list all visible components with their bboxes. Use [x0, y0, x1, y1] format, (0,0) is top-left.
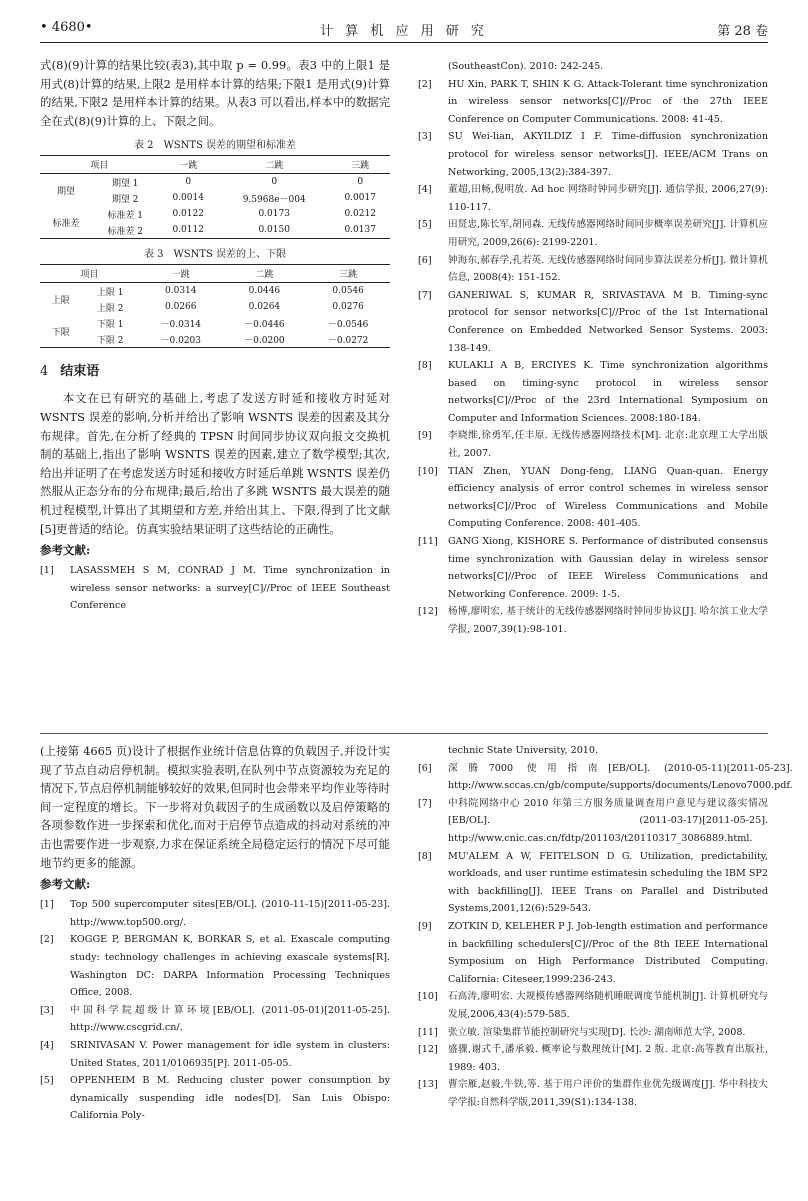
reference-item [418, 128, 768, 181]
table-cell: 0.0266 [165, 302, 197, 313]
table-cell: －0.0446 [244, 319, 285, 330]
table-cell: 0.0276 [332, 302, 364, 313]
table-cell: 期望 1 [111, 178, 139, 189]
table-cell: －0.0200 [244, 335, 285, 346]
bottom-left-column [40, 742, 390, 1125]
table-cell: 0 [271, 177, 278, 188]
reference-list [40, 896, 390, 1125]
reference-text: GANG Xiong, KISHORE S. Performance of distributed consensus time synchronization with Gaussian delay in wireless sensor networks[C]//Proc of IEEE Wireless Communications and Networking Conference. 2009: 1-5. [448, 536, 768, 600]
reference-text: 张立敏. 渲染集群节能控制研究与实现[D]. 长沙: 湖南师范大学, 2008. [448, 1026, 746, 1038]
reference-number: [9] [418, 920, 432, 932]
reference-item [418, 603, 768, 638]
reference-text: 李晓维,徐勇军,任丰原. 无线传感器网络技术[M]. 北京:北京理工大学出版社, 2007. [448, 430, 768, 460]
reference-item [418, 918, 768, 988]
reference-number: [1] [40, 899, 54, 911]
section-title: 结束语 [60, 364, 100, 380]
reference-text: 石高涛,廖明宏. 大规模传感器网络随机睡眠调度节能机制[J]. 计算机研究与发展,2006,43(4):579-585. [448, 991, 768, 1020]
reference-number: [12] [418, 1044, 438, 1056]
reference-text: technic State University, 2010. [448, 745, 599, 756]
reference-item [418, 181, 768, 216]
table-row [40, 283, 390, 300]
reference-number: [3] [40, 1004, 54, 1016]
reference-text: SRINIVASAN V. Power management for idle system in clusters: United States, 2011/0106935[P]. 2011-05-05. [70, 1039, 390, 1069]
reference-item [418, 252, 768, 287]
reference-text: MU'ALEM A W, FEITELSON D G. Utilization, predictability, workloads, and user runtime estimatesin scheduling the IBM SP2 with backfilling[J]. IEEE Trans on Parallel and Distributed Systems,2001,12(6):529-543. [448, 850, 768, 915]
top-right-column [418, 58, 768, 639]
reference-item [418, 1024, 768, 1042]
table-row [40, 331, 390, 348]
section-heading [40, 360, 390, 379]
reference-number: [2] [40, 934, 54, 946]
table-cell: －0.0314 [160, 319, 201, 330]
reference-item [40, 1002, 390, 1037]
table-cell: 0 [357, 177, 364, 188]
journal-name: 计 算 机 应 用 研 究 [320, 24, 488, 39]
reference-number: [5] [40, 1075, 54, 1087]
reference-item [418, 357, 768, 427]
table2 [40, 155, 390, 239]
reference-item [418, 427, 768, 462]
continued-paragraph: (上接第 4665 页)设计了根据作业统计信息估算的负载因子,并设计实现了节点自动启停机制。模拟实验表明,在队列中节点资源较为充足的情况下,节点启停机制能够较好的效果,但同时也会带来平均作业等待时间一定程度的增长。下一步将对负载因子的生成函数以及启停策略的各项参数作进一步探索和优化,而对于启停节点造成的抖动对系统的冲击也需要作进一步观察,力求在保证系统全局稳定运行的情况下尽可能地节约更多的能源。 [40, 744, 390, 870]
table2-caption: 表 2 WSNTS 误差的期望和标准差 [133, 140, 297, 152]
reference-text: 盛骤,谢式千,潘承毅. 概率论与数理统计[M]. 2 版. 北京:高等教育出版社, 1989: 403. [448, 1044, 768, 1073]
reference-number: [8] [418, 360, 432, 372]
table2-header: 一跳 [158, 156, 218, 174]
reference-item [40, 1072, 390, 1125]
article-divider [40, 733, 768, 734]
reference-number: [10] [418, 465, 438, 477]
reference-item [418, 742, 768, 760]
table-cell: 9.5968e－004 [242, 194, 306, 205]
reference-number: [11] [418, 1026, 438, 1038]
reference-item [40, 562, 390, 615]
table-cell: －0.0546 [327, 319, 369, 330]
reference-number: [5] [418, 219, 432, 231]
reference-item [418, 848, 768, 918]
top-left-column [40, 56, 390, 615]
results-paragraph: 式(8)(9)计算的结果比较(表3),其中取 p = 0.99。表3 中的上限1 是用式(8)计算的结果,上限2 是用样本计算的结果;下限1 是用式(9)计算的结果,下限2 是用样本计算的结果。从表3 可以看出,样本中的数据完全在式(8)(9)计算的上、下限之间。 [40, 58, 390, 128]
reference-item [418, 287, 768, 357]
table-cell: 下限 2 [96, 335, 124, 346]
reference-number: [10] [418, 991, 438, 1003]
reference-item [418, 216, 768, 251]
references-title: 参考文献: [40, 877, 91, 892]
reference-item [40, 896, 390, 931]
table2-header: 项目 [40, 156, 158, 174]
table-cell: 0.0212 [344, 209, 376, 220]
references-title: 参考文献: [40, 543, 91, 558]
reference-item [418, 463, 768, 533]
reference-number: [7] [418, 289, 432, 301]
table-cell: 0.0314 [165, 286, 197, 297]
table-cell: 0.0122 [172, 209, 204, 220]
reference-number: [4] [40, 1039, 54, 1051]
reference-text: Top 500 supercomputer sites[EB/OL]. (2010-11-15)[2011-05-23]. http://www.top500.org/. [70, 899, 390, 928]
reference-text: 杨博,廖明宏. 基于统计的无线传感器网络时钟同步协议[J]. 哈尔滨工业大学学报, 2007,39(1):98-101. [448, 606, 768, 635]
reference-text: 中国科学院超级计算环境[EB/OL]. (2011-05-01)[2011-05-25]. http://www.cscgrid.cn/. [70, 1004, 390, 1034]
table3 [40, 264, 390, 348]
reference-text: 曹宗雁,赵毅,牛铁,等. 基于用户评价的集群作业优先级调度[J]. 华中科技大学学报:自然科学版,2011,39(S1):134-138. [448, 1079, 768, 1108]
table3-header: 二跳 [223, 265, 307, 283]
table-cell: 0.0173 [258, 209, 290, 220]
reference-number: [6] [418, 254, 432, 266]
conclusion-paragraph: 本文在已有研究的基础上,考虑了发送方时延和接收方时延对 WSNTS 误差的影响,分析并给出了影响 WSNTS 误差的因素及其分布规律。首先,在分析了经典的 TPSN 时间同步协议双向报文交换机制的基础上,指出了影响 WSNTS 误差的因素,建立了数学模型;其次,给出并证明了在考虑发送方时延和接收方时延后单跳 WSNTS 误差仍然服从正态分布的分布规律;最后,给出了多跳 WSNTS 最大误差的随机过程模型,计算出了其期望和方差,并给出其上、下限,得到了比文献[5]更普适的结论。仿真实验结果证明了这些结论的正确性。 [40, 391, 390, 536]
table-cell: 0.0017 [344, 193, 376, 204]
reference-number: [4] [418, 184, 432, 196]
reference-list [40, 562, 390, 615]
reference-item [418, 1076, 768, 1111]
table-cell: 上限 2 [96, 303, 124, 314]
reference-item [418, 533, 768, 603]
table3-header: 一跳 [139, 265, 223, 283]
reference-text: (SoutheastCon). 2010: 242-245. [448, 61, 604, 72]
table-row [40, 206, 390, 222]
reference-number: [2] [418, 78, 432, 90]
table-row [40, 174, 390, 191]
reference-text: GANERIWAL S, KUMAR R, SRIVASTAVA M B. Timing-sync protocol for sensor networks[C]//Proc of the 1st International Conference on Embedded Networked Sensor Systems. 2003: 138-149. [448, 289, 768, 354]
reference-number: [9] [418, 430, 432, 442]
table-cell: －0.0203 [160, 335, 201, 346]
reference-text: SU Wei-lian, AKYILDIZ I F. Time-diffusion synchronization protocol for wireless sensor networks[J]. IEEE/ACM Trans on Networking, 2005,13(2):384-397. [448, 131, 768, 178]
reference-text: 深腾7000 使用指南[EB/OL]. (2010-05-11)[2011-05-23]. http://www.sccas.cn/gb/compute/supports/documents/Lenovo7000.pdf. [448, 762, 793, 792]
reference-text: OPPENHEIM B M. Reducing cluster power consumption by dynamically suspending idle nodes[D]. San Luis Obispo: California Poly- [70, 1075, 390, 1122]
reference-item [418, 58, 768, 76]
reference-text: 田贤忠,陈长军,胡同森. 无线传感器网络时间同步概率误差研究[J]. 计算机应用研究, 2009,26(6): 2199-2201. [448, 219, 768, 248]
table-cell: 上限 1 [96, 287, 124, 298]
reference-text: 中科院网络中心 2010 年第三方服务质量调查用户意见与建议落实情况[EB/OL]. (2011-03-17)[2011-05-25]. http://www.cnic.cas.cn/fdtp/201103/t20110317_3086889.html. [448, 797, 768, 844]
reference-item [418, 76, 768, 129]
bottom-right-column [418, 742, 793, 1111]
reference-text: TIAN Zhen, YUAN Dong-feng, LIANG Quan-quan. Energy efficiency analysis of error control schemes in wireless sensor networks[C]//Proc of Wireless Communications and Mobile Computing Conference. 2008: 401-405. [448, 465, 768, 530]
table-group-label: 标准差 [52, 218, 80, 229]
reference-text: 钟海东,郝春学,孔若英. 无线传感器网络时间同步算法误差分析[J]. 微计算机信息, 2008(4): 151-152. [448, 254, 768, 284]
table3-header: 三跳 [306, 265, 390, 283]
reference-text: LASASSMEH S M, CONRAD J M. Time synchronization in wireless sensor networks: a survey[C]//Proc of IEEE Southeast Conference [70, 565, 390, 612]
reference-number: [8] [418, 850, 432, 862]
page-number: • 4680• [40, 20, 93, 35]
reference-number: [3] [418, 131, 432, 143]
reference-item [418, 795, 768, 848]
reference-item [40, 931, 390, 1001]
reference-number: [11] [418, 536, 438, 548]
table-cell: 0.0446 [248, 286, 281, 297]
table-row [40, 190, 390, 206]
table2-header: 二跳 [218, 156, 330, 174]
reference-item [418, 988, 768, 1023]
volume-label: 第 28 卷 [717, 24, 768, 39]
reference-number: [13] [418, 1079, 438, 1091]
reference-item [418, 760, 793, 795]
table-cell: －0.0272 [327, 335, 369, 346]
table-cell: 下限 1 [96, 319, 124, 330]
reference-text: KULAKLI A B, ERCIYES K. Time synchronization algorithms based on timing-sync protocol in wireless sensor networks[C]//Proc of the 23rd International Symposium on Computer and Information Sciences. 2008:180-184. [448, 360, 768, 424]
table3-header: 项目 [40, 265, 139, 283]
reference-number: [12] [418, 606, 438, 618]
reference-text: 董超,田畅,倪明放. Ad hoc 网络时钟同步研究[J]. 通信学报, 2006,27(9): 110-117. [448, 184, 768, 213]
reference-item [418, 1041, 768, 1076]
reference-number: [7] [418, 797, 432, 809]
reference-text: HU Xin, PARK T, SHIN K G. Attack-Tolerant time synchronization in wireless sensor networks[C]//Proc of the 27th IEEE Conference on Computer Communications. 2008: 41-45. [448, 78, 768, 125]
table-cell: 0.0150 [258, 225, 290, 236]
reference-text: ZOTKIN D, KELEHER P J. Job-length estimation and performance in backfilling schedulers[C]//Proc of the 8th IEEE International Symposium on High Performance Distributed Computing. California: Citeseer,1999:236-243. [448, 920, 768, 985]
table-row [40, 299, 390, 315]
reference-number [418, 58, 448, 76]
table-cell: 0 [185, 177, 192, 188]
running-header [40, 16, 768, 43]
reference-number: [1] [40, 565, 54, 577]
table-row [40, 222, 390, 239]
reference-number: [6] [418, 762, 432, 774]
table-cell: 0.0014 [172, 193, 204, 204]
table2-header: 三跳 [330, 156, 390, 174]
table-cell: 标准差 1 [107, 210, 144, 221]
reference-text: KOGGE P, BERGMAN K, BORKAR S, et al. Exascale computing study: technology challenges in achieving exascale systems[R]. Washington DC: DARPA Information Processing Techniques Office, 2008. [70, 934, 390, 999]
table-group-label: 期望 [57, 186, 76, 197]
table-cell: 期望 2 [111, 194, 139, 205]
table-cell: 0.0546 [332, 286, 364, 297]
table-group-label: 下限 [51, 327, 70, 338]
table3-caption: 表 3 WSNTS 误差的上、下限 [143, 249, 287, 261]
table-cell: 标准差 2 [107, 226, 144, 237]
table-group-label: 上限 [51, 295, 70, 306]
reference-number [418, 742, 448, 760]
table-cell: 0.0112 [172, 225, 204, 236]
table-row [40, 315, 390, 331]
section-number: 4 [40, 364, 49, 380]
reference-item [40, 1037, 390, 1072]
table-cell: 0.0264 [248, 302, 281, 313]
table-cell: 0.0137 [344, 225, 376, 236]
